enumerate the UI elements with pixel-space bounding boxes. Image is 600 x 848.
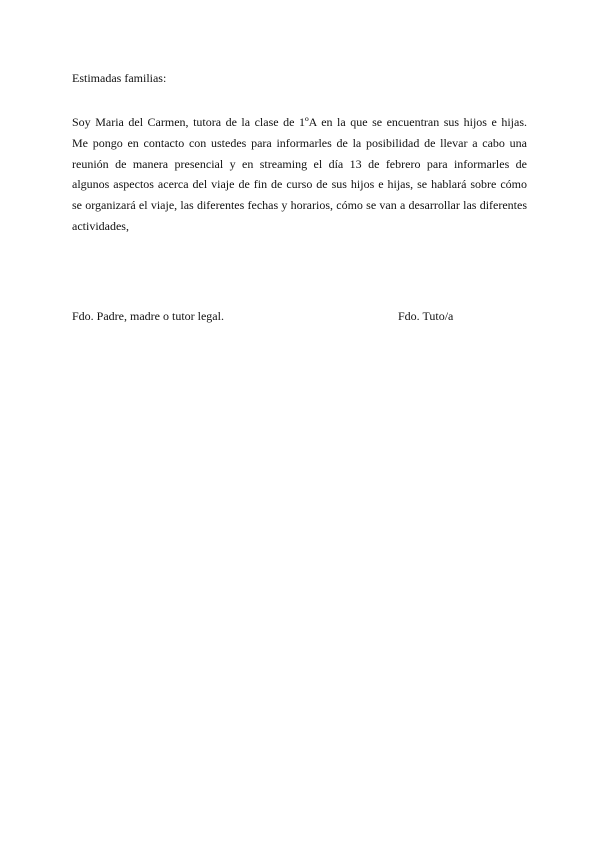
body-line-2: Me pongo en contacto con ustedes para informarles de la posibilidad de llevar a cabo una [72, 135, 527, 150]
greeting: Estimadas familias: [72, 71, 167, 85]
body-line-6: actividades, [72, 218, 129, 233]
body-line-1: Soy Maria del Carmen, tutora de la clase de 1ºA en la que se encuentran sus hijos e hijas. [72, 115, 527, 129]
body-line-5: se organizará el viaje, las diferentes fechas y horarios, cómo se van a desarrollar las diferentes [72, 198, 527, 213]
body-line-4: algunos aspectos acerca del viaje de fin de curso de sus hijos e hijas, se hablará sobre cómo [72, 177, 527, 192]
letter-body [72, 112, 527, 237]
parent-signature-label: Fdo. Padre, madre o tutor legal. [72, 309, 224, 323]
tutor-signature-label: Fdo. Tuto/a [398, 309, 454, 323]
body-line-3: reunión de manera presencial y en streaming el día 13 de febrero para informarles de [72, 156, 527, 171]
